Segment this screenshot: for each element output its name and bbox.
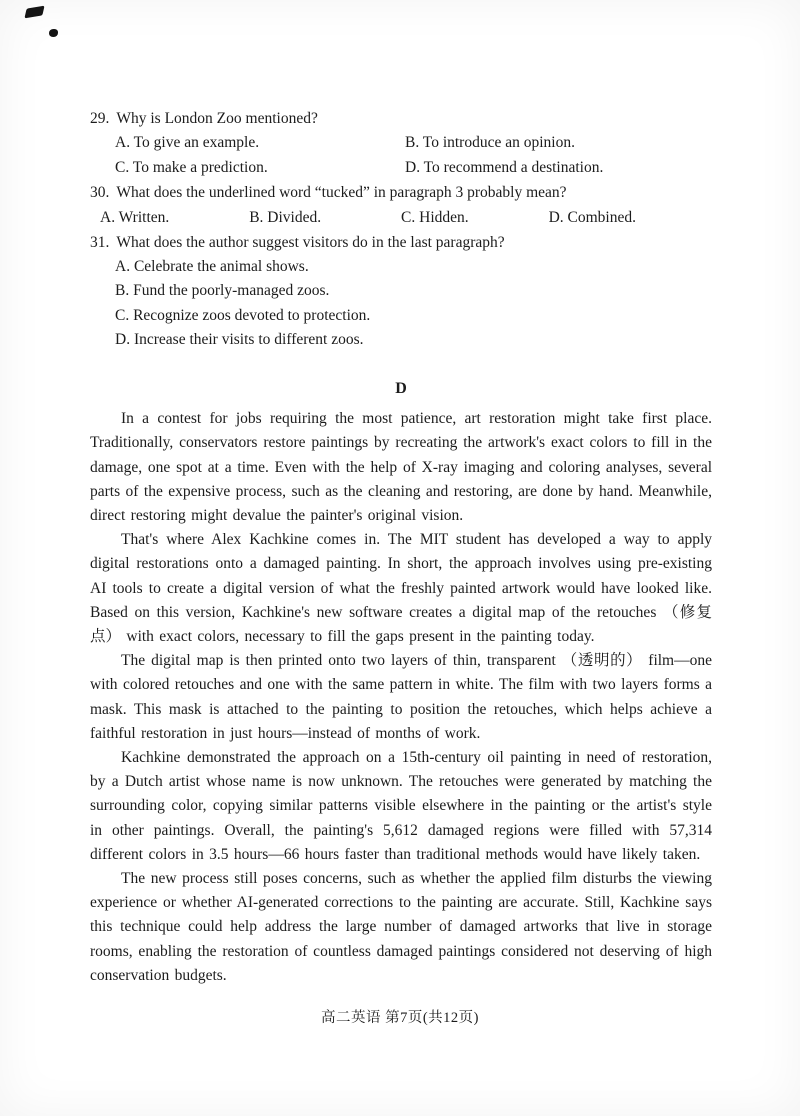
options-list [90,255,712,352]
question-number: 29. [90,110,110,127]
question-text: What does the underlined word “tucked” in paragraph 3 probably mean? [116,184,567,201]
option-b: B. Fund the poorly-managed zoos. [115,282,330,300]
reading-passage-d [90,376,712,988]
question-number: 30. [90,184,110,201]
question-29 [90,106,712,180]
passage-paragraph: The digital map is then printed onto two layers of thin, transparent （透明的） film—one with colored retouches and one with the same pattern in white. The film with two layers forms a mask. This mask is attached to the painting to position the retouches, which helps achieve a faithful restoration in just hours—instead of months of work. [90,652,712,742]
question-stem [90,230,712,255]
scan-artifact [49,29,58,37]
option-a: A. Written. [100,209,170,226]
passage-paragraph: The new process still poses concerns, such as whether the applied film disturbs the viewing experience or whether AI-generated corrections to the painting are accurate. Still, Kachkine says this technique could help address the large number of damaged artworks that live in storage rooms, enabling the restoration of countless damaged paintings considered not deserving of high conservation budgets. [90,870,712,984]
passage-paragraph: In a contest for jobs requiring the most patience, art restoration might take first place. Traditionally, conservators restore paintings by recreating the artwork's exact colors to fill in the damage, one spot at a time. Even with the help of X-ray imaging and coloring analyses, several parts of the expensive process, such as the cleaning and restoring, are done by hand. Meanwhile, direct restoring might devalue the painter's original vision. [90,410,712,524]
option-c: C. To make a prediction. [115,158,268,176]
option-b: B. To introduce an opinion. [405,134,575,151]
option-d: D. To recommend a destination. [405,158,604,176]
option-d: D. Combined. [548,209,636,226]
option-c: C. Recognize zoos devoted to protection. [115,306,371,324]
passage-paragraph: That's where Alex Kachkine comes in. The MIT student has developed a way to apply digital restorations onto a damaged painting. In short, the approach involves using pre-existing AI tools to create a digital version of what the freshly painted artwork would have looked like. Based on this version, Kachkine's new software creates a digital map of the retouches （修复点） with exact colors, necessary to fill the gaps present in the painting today. [90,531,712,646]
question-text: Why is London Zoo mentioned? [116,110,318,127]
page-content [90,106,712,988]
scan-artifact [24,6,44,19]
question-30 [90,180,712,230]
question-31 [90,230,712,352]
section-label: D [395,380,407,398]
question-stem [90,180,712,205]
question-stem [90,106,712,131]
option-d: D. Increase their visits to different zoos. [115,330,364,348]
options-list [90,131,712,180]
options-list [90,205,712,230]
option-c: C. Hidden. [401,209,469,226]
question-text: What does the author suggest visitors do in the last paragraph? [116,234,505,251]
option-a: A. Celebrate the animal shows. [115,258,309,275]
passage-paragraph: Kachkine demonstrated the approach on a 15th-century oil painting in need of restoration, by a Dutch artist whose name is now unknown. The retouches were generated by matching the surrounding color, copying similar patterns visible elsewhere in the painting or the artist's style in other paintings. Overall, the painting's 5,612 damaged regions were filled with 57,314 different colors in 3.5 hours—66 hours faster than traditional methods would have likely taken. [90,749,712,863]
option-b: B. Divided. [249,209,322,226]
question-number: 31. [90,234,110,251]
option-a: A. To give an example. [115,134,260,151]
page-footer: 高二英语 第7页(共12页) [320,1010,480,1026]
